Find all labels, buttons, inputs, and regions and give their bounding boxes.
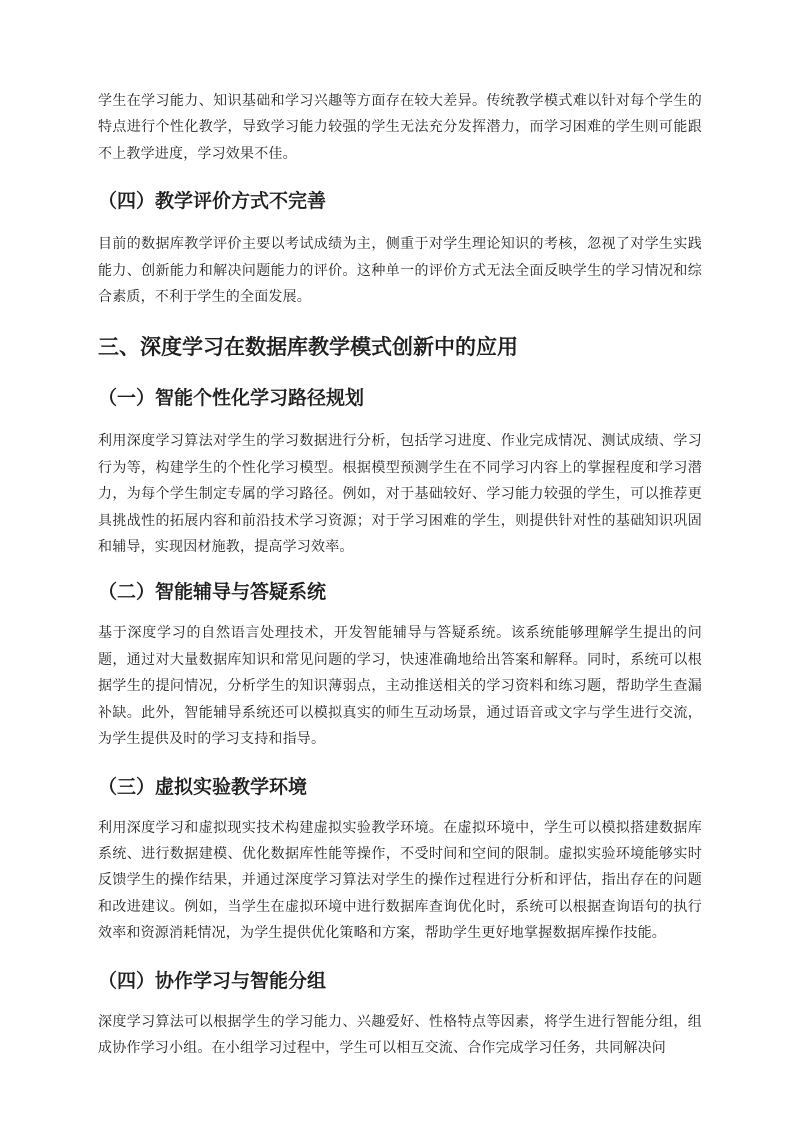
document-page bbox=[98, 88, 702, 1061]
heading-evaluation: （四）教学评价方式不完善 bbox=[98, 190, 327, 213]
heading-virtual-lab: （三）虚拟实验教学环境 bbox=[98, 775, 308, 798]
paragraph-tutoring-system: 基于深度学习的自然语言处理技术，开发智能辅导与答疑系统。该系统能够理解学生提出的问题，通过对大量数据库知识和常见问题的学习，快速准确地给出答案和解释。同时，系统可以根据学生的提问情况，分析学生的知识薄弱点，主动推送相关的学习资料和练习题，帮助学生查漏补缺。此外，智能辅导系统还可以模拟真实的师生互动场景，通过语音或文字与学生进行交流，为学生提供及时的学习支持和指导。 bbox=[98, 625, 702, 748]
heading-collaborative-learning: （四）协作学习与智能分组 bbox=[98, 969, 327, 992]
heading-learning-path: （一）智能个性化学习路径规划 bbox=[98, 387, 365, 410]
heading-tutoring-system: （二）智能辅导与答疑系统 bbox=[98, 581, 327, 604]
section-heading-application: 三、深度学习在数据库教学模式创新中的应用 bbox=[98, 335, 518, 360]
paragraph-collaborative-learning: 深度学习算法可以根据学生的学习能力、兴趣爱好、性格特点等因素，将学生进行智能分组，组成协作学习小组。在小组学习过程中，学生可以相互交流、合作完成学习任务，共同解决问 bbox=[98, 1013, 702, 1056]
paragraph-evaluation: 目前的数据库教学评价主要以考试成绩为主，侧重于对学生理论知识的考核，忽视了对学生实践能力、创新能力和解决问题能力的评价。这种单一的评价方式无法全面反映学生的学习情况和综合素质，不利于学生的全面发展。 bbox=[98, 236, 702, 306]
paragraph-learning-differences: 学生在学习能力、知识基础和学习兴趣等方面存在较大差异。传统教学模式难以针对每个学生的特点进行个性化教学，导致学习能力较强的学生无法充分发挥潜力，而学习困难的学生则可能跟不上教学进度，学习效果不佳。 bbox=[98, 93, 702, 162]
paragraph-learning-path: 利用深度学习算法对学生的学习数据进行分析，包括学习进度、作业完成情况、测试成绩、学习行为等，构建学生的个性化学习模型。根据模型预测学生在不同学习内容上的掌握程度和学习潜力，为每个学生制定专属的学习路径。例如，对于基础较好、学习能力较强的学生，可以推荐更具挑战性的拓展内容和前沿技术学习资源；对于学习困难的学生，则提供针对性的基础知识巩固和辅导，实现因材施教，提高学习效率。 bbox=[98, 433, 702, 556]
paragraph-virtual-lab: 利用深度学习和虚拟现实技术构建虚拟实验教学环境。在虚拟环境中，学生可以模拟搭建数据库系统、进行数据建模、优化数据库性能等操作，不受时间和空间的限制。虚拟实验环境能够实时反馈学生的操作结果，并通过深度学习算法对学生的操作过程进行分析和评估，指出存在的问题和改进建议。例如，当学生在虚拟环境中进行数据库查询优化时，系统可以根据查询语句的执行效率和资源消耗情况，为学生提供优化策略和方案，帮助学生更好地掌握数据库操作技能。 bbox=[98, 819, 702, 942]
